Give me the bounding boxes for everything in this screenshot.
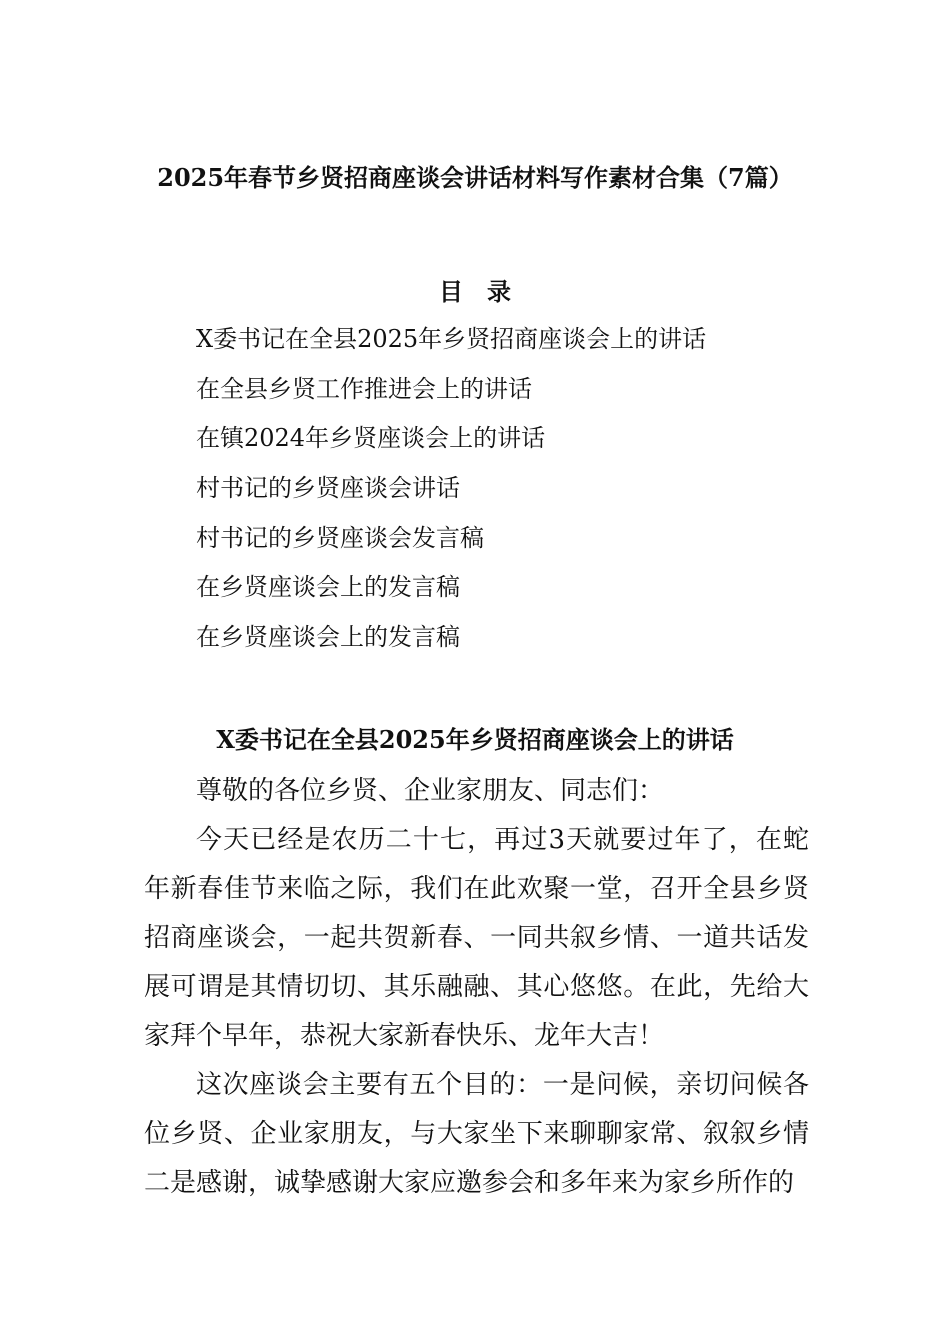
toc-item[interactable]: 村书记的乡贤座谈会发言稿 bbox=[196, 523, 484, 552]
toc-item[interactable]: 在乡贤座谈会上的发言稿 bbox=[196, 573, 460, 602]
toc-item[interactable]: 村书记的乡贤座谈会讲话 bbox=[196, 474, 460, 503]
toc-item[interactable]: 在乡贤座谈会上的发言稿 bbox=[196, 623, 460, 652]
table-of-contents bbox=[196, 322, 706, 670]
toc-item[interactable]: X委书记在全县2025年乡贤招商座谈会上的讲话 bbox=[196, 325, 707, 353]
paragraph: 这次座谈会主要有五个目的：一是问候，亲切问候各位乡贤、企业家朋友，与大家坐下来聊聊家常、叙叙乡情二是感谢，诚挚感谢大家应邀参会和多年来为家乡所作的 bbox=[144, 1070, 809, 1198]
toc-heading: 目 录 bbox=[439, 277, 511, 306]
paragraph: 今天已经是农历二十七，再过3天就要过年了，在蛇年新春佳节来临之际，我们在此欢聚一堂，召开全县乡贤招商座谈会，一起共贺新春、一同共叙乡情、一道共话发展可谓是其情切切、其乐融融、其心悠悠。在此，先给大家拜个早年，恭祝大家新春快乐、龙年大吉！ bbox=[144, 825, 809, 1051]
section-title: X委书记在全县2025年乡贤招商座谈会上的讲话 bbox=[216, 725, 734, 754]
paragraph-salutation: 尊敬的各位乡贤、企业家朋友、同志们： bbox=[196, 776, 665, 806]
speech-body bbox=[144, 767, 809, 1208]
document-title: 2025年春节乡贤招商座谈会讲话材料写作素材合集（7篇） bbox=[157, 163, 793, 192]
toc-item[interactable]: 在镇2024年乡贤座谈会上的讲话 bbox=[196, 424, 546, 453]
toc-item[interactable]: 在全县乡贤工作推进会上的讲话 bbox=[196, 374, 532, 403]
